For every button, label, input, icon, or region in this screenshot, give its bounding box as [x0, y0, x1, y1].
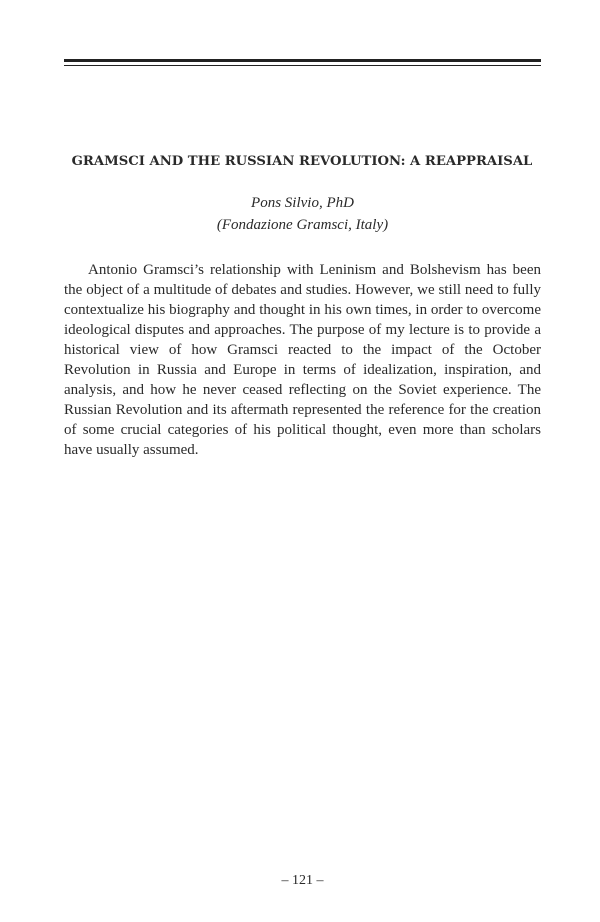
author-affiliation: (Fondazione Gramsci, Italy) [216, 217, 389, 233]
page-number: – 121 – [281, 873, 324, 888]
author-name: Pons Silvio, PhD [251, 195, 354, 211]
header-rule-thick [64, 59, 541, 62]
abstract-paragraph: Antonio Gramsci’s relationship with Leninism and Bolshevism has been the object of a multitude of debates and studies. However, we still need to fully contextualize his biography and thought in his own times, in order to overcome ideological disputes and approaches. The purpose of my lecture is to provide a historical view of how Gramsci reacted to the impact of the October Revolution in Russia and Europe in terms of idealization, inspiration, and analysis, and how he never ceased reflecting on the Soviet experience. The Russian Revolution and its aftermath represented the reference for the creation of some crucial categories of his political thought, even more than scholars have usually assumed. [64, 262, 541, 458]
header-rule-thin [64, 65, 541, 66]
author-block [64, 192, 541, 236]
article-title: GRAMSCI AND THE RUSSIAN REVOLUTION: A REAPPRAISAL [71, 154, 533, 169]
